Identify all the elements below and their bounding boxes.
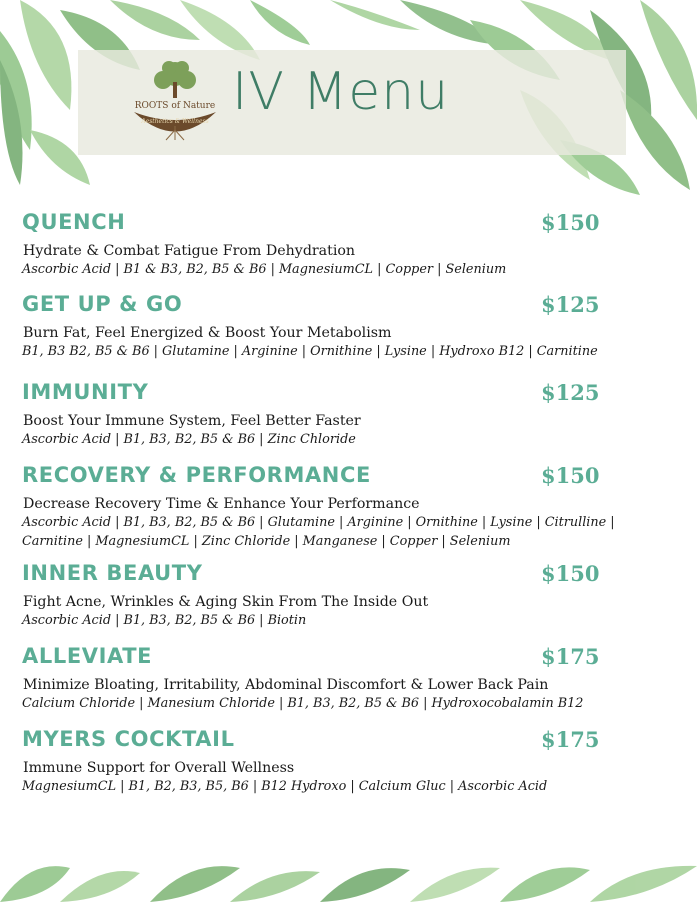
item-price: $125 <box>541 380 600 405</box>
item-name: GET UP & GO <box>22 292 183 316</box>
item-name: QUENCH <box>22 210 126 234</box>
item-ingredients: Calcium Chloride | Manesium Chloride | B1, B3, B2, B5 & B6 | Hydroxocobalamin B12 <box>22 696 584 711</box>
item-ingredients: Ascorbic Acid | B1, B3, B2, B5 & B6 | Glutamine | Arginine | Ornithine | Lysine | Citrulline | Carnitine | MagnesiumCL | Zinc Chloride | Manganese | Copper | Selenium <box>22 515 615 549</box>
logo-text: ROOTS of Nature <box>134 101 216 111</box>
item-price: $175 <box>541 644 600 669</box>
item-description: Burn Fat, Feel Energized & Boost Your Metabolism <box>23 325 392 341</box>
item-ingredients: B1, B3 B2, B5 & B6 | Glutamine | Arginine | Ornithine | Lysine | Hydroxo B12 | Carnitine <box>22 344 598 359</box>
item-ingredients: Ascorbic Acid | B1 & B3, B2, B5 & B6 | MagnesiumCL | Copper | Selenium <box>22 262 507 277</box>
item-name: ALLEVIATE <box>22 644 153 668</box>
leaf-decoration-bottom <box>0 858 697 902</box>
item-description: Boost Your Immune System, Feel Better Faster <box>23 413 361 429</box>
item-name: IMMUNITY <box>22 380 149 404</box>
item-price: $175 <box>541 727 600 752</box>
item-price: $150 <box>541 463 600 488</box>
item-name: RECOVERY & PERFORMANCE <box>22 463 371 487</box>
logo-tagline: Aesthetics & Wellness <box>141 118 209 125</box>
item-description: Minimize Bloating, Irritability, Abdominal Discomfort & Lower Back Pain <box>23 677 549 693</box>
item-ingredients: MagnesiumCL | B1, B2, B3, B5, B6 | B12 Hydroxo | Calcium Gluc | Ascorbic Acid <box>22 779 548 794</box>
item-price: $150 <box>541 561 600 586</box>
item-ingredients: Ascorbic Acid | B1, B3, B2, B5 & B6 | Zinc Chloride <box>22 432 356 447</box>
item-price: $125 <box>541 292 600 317</box>
item-price: $150 <box>541 210 600 235</box>
roots-of-nature-logo <box>130 56 220 148</box>
item-description: Hydrate & Combat Fatigue From Dehydration <box>23 243 356 259</box>
item-description: Fight Acne, Wrinkles & Aging Skin From The Inside Out <box>23 594 429 610</box>
page-title: IV Menu <box>232 62 450 122</box>
item-name: MYERS COCKTAIL <box>22 727 235 751</box>
item-name: INNER BEAUTY <box>22 561 203 585</box>
item-description: Decrease Recovery Time & Enhance Your Performance <box>23 496 420 512</box>
item-ingredients: Ascorbic Acid | B1, B3, B2, B5 & B6 | Biotin <box>22 613 307 628</box>
item-description: Immune Support for Overall Wellness <box>23 760 295 776</box>
